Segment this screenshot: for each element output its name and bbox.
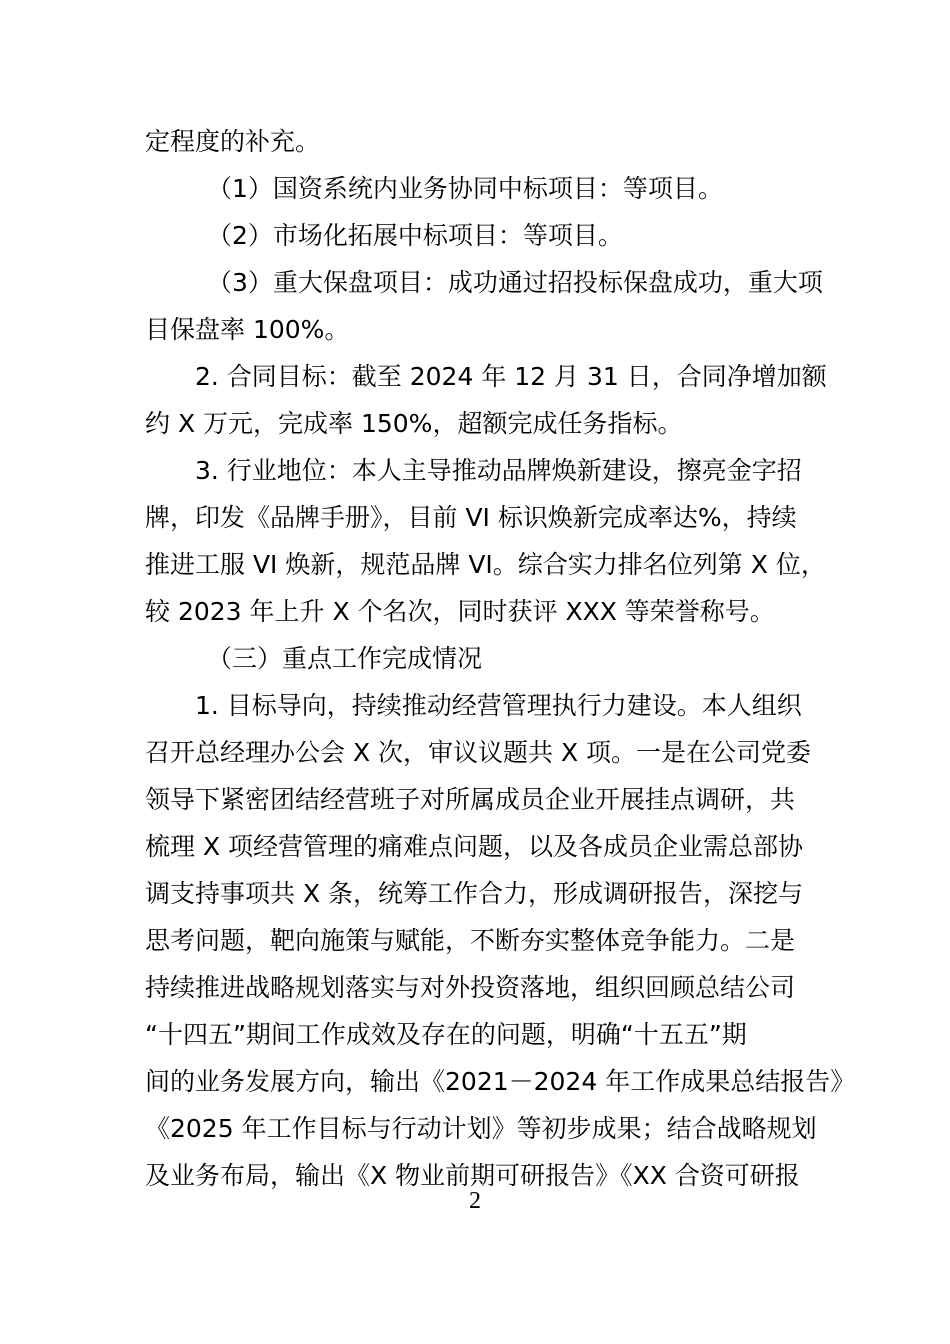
section-heading: （三）重点工作完成情况 [207,644,483,673]
text-line: （3）重大保盘项目：成功通过招投标保盘成功，重大项 [207,268,823,297]
text-line: 间的业务发展方向，输出《2021－2024 年工作成果总结报告》 [145,1067,856,1096]
text-line: （1）国资系统内业务协同中标项目：等项目。 [207,174,723,203]
text-line: 调支持事项共 X 条，统筹工作合力，形成调研报告，深挖与 [145,879,804,908]
text-line: 1. 目标导向，持续推动经营管理执行力建设。本人组织 [195,691,802,720]
text-line: 持续推进战略规划落实与对外投资落地，组织回顾总结公司 [145,973,796,1002]
text-line: 约 X 万元，完成率 150%，超额完成任务指标。 [145,409,683,438]
text-line: 梳理 X 项经营管理的痛难点问题，以及各成员企业需总部协 [145,832,804,861]
text-line: “十四五”期间工作成效及存在的问题，明确“十五五”期 [145,1020,747,1049]
text-line: 召开总经理办公会 X 次，审议议题共 X 项。一是在公司党委 [145,738,812,767]
text-line: 3. 行业地位：本人主导推动品牌焕新建设，擦亮金字招 [195,456,802,485]
text-line: 思考问题，靶向施策与赋能，不断夯实整体竞争能力。二是 [145,926,796,955]
text-line: （2）市场化拓展中标项目：等项目。 [207,221,623,250]
body-text [145,118,856,1199]
text-line: 推进工服 VI 焕新，规范品牌 VI。综合实力排名位列第 X 位， [145,550,826,579]
page-number: 2 [469,1188,481,1214]
text-line: 定程度的补充。 [145,127,321,156]
text-line: 领导下紧密团结经营班子对所属成员企业开展挂点调研，共 [145,785,796,814]
text-line: 目保盘率 100%。 [145,315,350,344]
text-line: 及业务布局，输出《X 物业前期可研报告》《XX 合资可研报 [145,1161,800,1190]
text-line: 2. 合同目标：截至 2024 年 12 月 31 日，合同净增加额 [195,362,827,391]
text-line: 《2025 年工作目标与行动计划》等初步成果；结合战略规划 [145,1114,817,1143]
text-line: 较 2023 年上升 X 个名次，同时获评 XXX 等荣誉称号。 [145,597,775,626]
text-line: 牌，印发《品牌手册》，目前 VI 标识焕新完成率达%，持续 [145,503,797,532]
